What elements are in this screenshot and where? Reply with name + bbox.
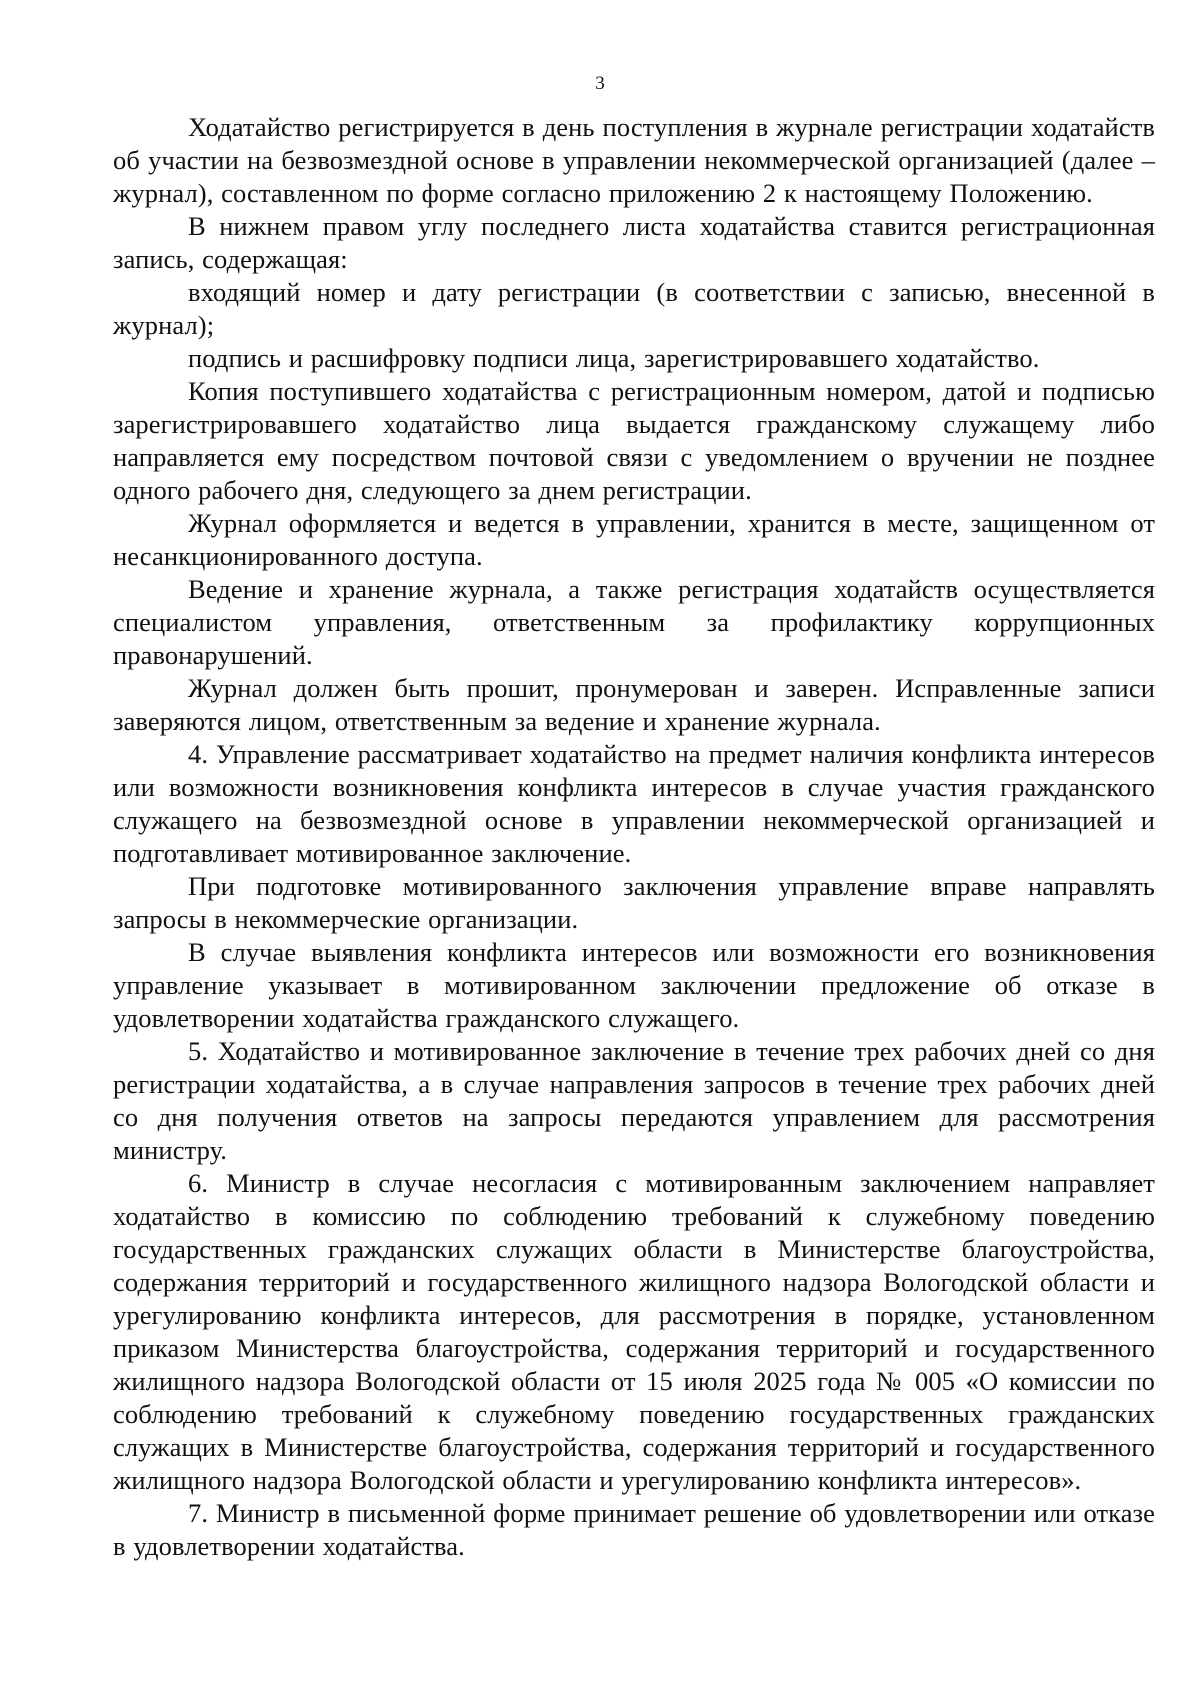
paragraph-item-4: 4. Управление рассматривает ходатайство на предмет наличия конфликта интересов или возможности возникновения конфликта интересов в случае участия гражданского служащего на безвозмездной основе в управлении некоммерческой организацией и подготавливает мотивированное заключение. [113, 739, 1155, 868]
paragraph-registration-note: В нижнем правом углу последнего листа ходатайства ставится регистрационная запись, содержащая: [113, 211, 1155, 274]
paragraph-item-5: 5. Ходатайство и мотивированное заключение в течение трех рабочих дней со дня регистрации ходатайства, а в случае направления запросов в течение трех рабочих дней со дня получения ответов на запросы передаются управлением для рассмотрения министру. [113, 1036, 1155, 1165]
paragraph-registration: Ходатайство регистрируется в день поступления в журнале регистрации ходатайств об участии на безвозмездной основе в управлении некоммерческой организацией (далее – журнал), составленном по форме согласно приложению 2 к настоящему Положению. [113, 112, 1155, 208]
document-body [113, 111, 1155, 1563]
paragraph-requests: При подготовке мотивированного заключения управление вправе направлять запросы в некоммерческие организации. [113, 871, 1155, 934]
paragraph-journal-bound: Журнал должен быть прошит, пронумерован и заверен. Исправленные записи заверяются лицом, ответственным за ведение и хранение журнала. [113, 673, 1155, 736]
paragraph-item-7: 7. Министр в письменной форме принимает решение об удовлетворении или отказе в удовлетворении ходатайства. [113, 1498, 1155, 1561]
paragraph-signature: подпись и расшифровку подписи лица, зарегистрировавшего ходатайство. [188, 343, 1040, 373]
paragraph-copy-issued: Копия поступившего ходатайства с регистрационным номером, датой и подписью зарегистрировавшего ходатайство лица выдается гражданскому служащему либо направляется ему посредством почтовой связи с уведомлением о вручении не позднее одного рабочего дня, следующего за днем регистрации. [113, 376, 1155, 505]
paragraph-conflict-found: В случае выявления конфликта интересов или возможности его возникновения управление указывает в мотивированном заключении предложение об отказе в удовлетворении ходатайства гражданского служащего. [113, 937, 1155, 1033]
paragraph-journal-responsible: Ведение и хранение журнала, а также регистрация ходатайств осуществляется специалистом управления, ответственным за профилактику коррупционных правонарушений. [113, 574, 1155, 670]
paragraph-incoming-number: входящий номер и дату регистрации (в соответствии с записью, внесенной в журнал); [113, 277, 1155, 340]
paragraph-item-6: 6. Министр в случае несогласия с мотивированным заключением направляет ходатайство в комиссию по соблюдению требований к служебному поведению государственных гражданских служащих области в Министерстве благоустройства, содержания территорий и государственного жилищного надзора Вологодской области и урегулированию конфликта интересов, для рассмотрения в порядке, установленном приказом Министерства благоустройства, содержания территорий и государственного жилищного надзора Вологодской области от 15 июля 2025 года № 005 «О комиссии по соблюдению требований к служебному поведению государственных гражданских служащих в Министерстве благоустройства, содержания территорий и государственного жилищного надзора Вологодской области и урегулированию конфликта интересов». [113, 1168, 1155, 1495]
page-number: 3 [595, 73, 605, 94]
paragraph-journal-kept: Журнал оформляется и ведется в управлении, хранится в месте, защищенном от несанкционированного доступа. [113, 508, 1155, 571]
